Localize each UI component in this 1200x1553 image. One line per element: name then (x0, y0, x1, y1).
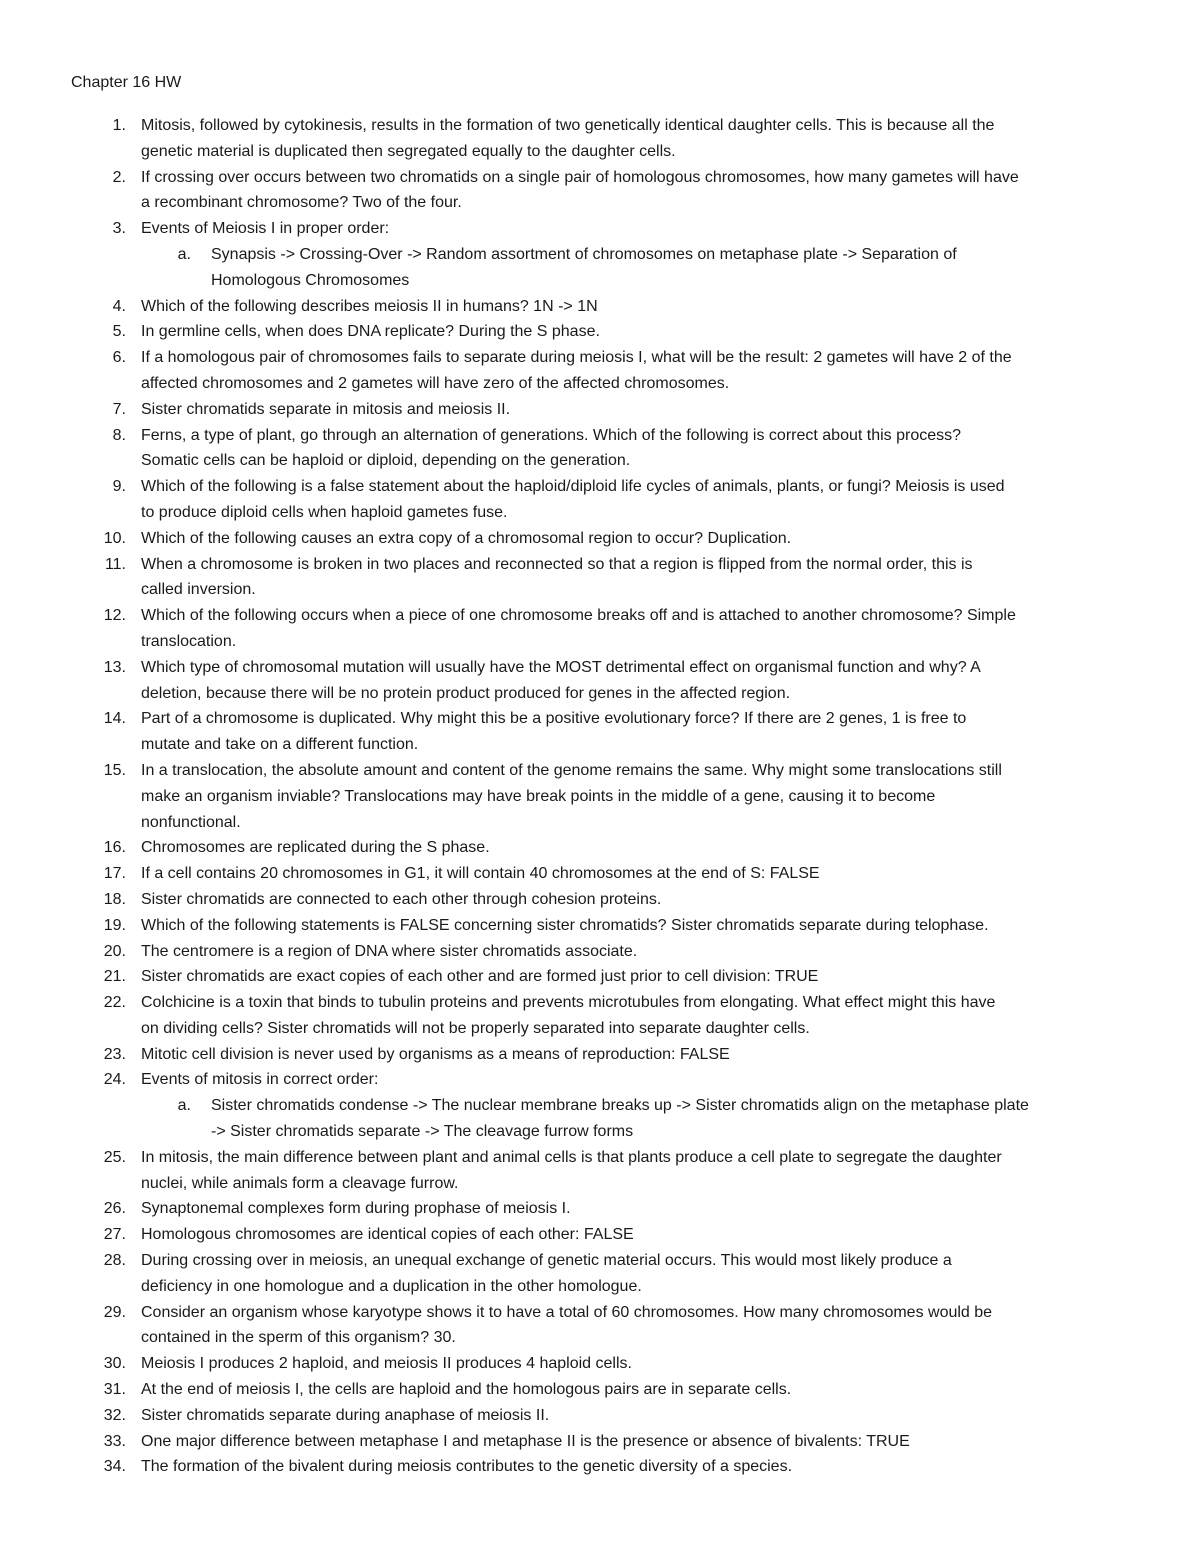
item-number: 1. (112, 117, 126, 134)
item-number: 13. (103, 658, 126, 676)
item-number: 23. (103, 1045, 126, 1063)
list-item (0, 1377, 1200, 1403)
item-number: 22. (103, 994, 126, 1012)
item-text-line: If crossing over occurs between two chromatids on a single pair of homologous chromosomes, how many gametes will have (141, 168, 1019, 186)
item-text-line: Homologous chromosomes are identical copies of each other: FALSE (141, 1226, 634, 1244)
list-item (0, 552, 1200, 604)
item-text-line: affected chromosomes and 2 gametes will have zero of the affected chromosomes. (141, 374, 730, 392)
list-item (0, 939, 1200, 965)
list-item (0, 655, 1200, 707)
item-number: 29. (103, 1303, 126, 1321)
item-text-line: Events of mitosis in correct order: (141, 1071, 379, 1089)
list-item (0, 474, 1200, 526)
item-number: 8. (112, 426, 126, 444)
list-item (0, 423, 1200, 475)
list-item (0, 835, 1200, 861)
item-text-line: Synaptonemal complexes form during prophase of meiosis I. (141, 1200, 571, 1218)
item-text-line: Which of the following causes an extra copy of a chromosomal region to occur? Duplication. (141, 529, 792, 547)
item-text-line: During crossing over in meiosis, an unequal exchange of genetic material occurs. This would most likely produce a (141, 1252, 952, 1270)
item-number: 10. (103, 529, 126, 547)
list-item (0, 1248, 1200, 1300)
item-number: 18. (103, 890, 126, 908)
list-item (0, 345, 1200, 397)
item-text-line: Mitotic cell division is never used by organisms as a means of reproduction: FALSE (141, 1045, 730, 1063)
item-number: 28. (103, 1252, 126, 1270)
item-text-line: Sister chromatids are connected to each other through cohesion proteins. (141, 890, 662, 908)
list-item (0, 1196, 1200, 1222)
item-text-line: Events of Meiosis I in proper order: (141, 220, 390, 238)
item-number: 16. (103, 839, 126, 857)
item-number: 24. (103, 1071, 126, 1089)
item-number: 20. (103, 942, 126, 960)
item-number: 27. (103, 1226, 126, 1244)
item-text-line: on dividing cells? Sister chromatids will not be properly separated into separate daughter cells. (141, 1019, 810, 1037)
list-item (0, 113, 1200, 165)
item-text-line: translocation. (141, 632, 237, 650)
item-text-line: The centromere is a region of DNA where sister chromatids associate. (141, 942, 638, 960)
item-text-line: In mitosis, the main difference between plant and animal cells is that plants produce a cell plate to segregate the daughter (141, 1148, 1002, 1166)
item-number: 33. (103, 1432, 126, 1450)
item-text-line: Somatic cells can be haploid or diploid, depending on the generation. (141, 452, 631, 470)
item-number: 11. (104, 555, 126, 573)
item-number: 7. (112, 400, 126, 418)
question-list (0, 113, 1200, 1480)
item-text-line: In germline cells, when does DNA replicate? During the S phase. (141, 323, 600, 341)
item-number: 31. (103, 1381, 126, 1399)
item-text-line: Part of a chromosome is duplicated. Why might this be a positive evolutionary force? If there are 2 genes, 1 is free to (141, 710, 967, 728)
item-text-line: contained in the sperm of this organism? 30. (141, 1329, 456, 1347)
list-item (0, 1067, 1200, 1093)
item-number: 9. (112, 478, 126, 496)
document-title: Chapter 16 HW (71, 74, 182, 91)
item-number: 4. (112, 297, 126, 315)
list-item (0, 887, 1200, 913)
item-text-line: If a homologous pair of chromosomes fails to separate during meiosis I, what will be the result: 2 gametes will have 2 of the (141, 349, 1012, 367)
list-item (0, 1454, 1200, 1480)
list-item (0, 1351, 1200, 1377)
item-number: 19. (103, 916, 126, 934)
item-text-line: Which type of chromosomal mutation will usually have the MOST detrimental effect on organismal function and why? A (141, 658, 981, 676)
list-item (0, 1145, 1200, 1197)
list-item (0, 526, 1200, 552)
item-text-line: mutate and take on a different function. (141, 736, 419, 754)
item-number: 26. (103, 1200, 126, 1218)
item-text-line: Chromosomes are replicated during the S phase. (141, 839, 490, 857)
list-item (0, 1042, 1200, 1068)
list-item (0, 319, 1200, 345)
list-item (0, 165, 1200, 217)
item-text-line: If a cell contains 20 chromosomes in G1, it will contain 40 chromosomes at the end of S: FALSE (141, 865, 820, 883)
item-text-line: When a chromosome is broken in two places and reconnected so that a region is flipped from the normal order, this is (141, 555, 973, 573)
list-item (0, 1300, 1200, 1352)
list-item (0, 1222, 1200, 1248)
item-number: 17. (103, 865, 126, 883)
item-text-line: Sister chromatids separate during anaphase of meiosis II. (141, 1406, 550, 1424)
sub-item-text-line: -> Sister chromatids separate -> The cleavage furrow forms (211, 1123, 634, 1141)
item-text-line: Which of the following describes meiosis II in humans? 1N -> 1N (141, 297, 598, 315)
sub-item-text-line: Synapsis -> Crossing-Over -> Random assortment of chromosomes on metaphase plate -> Separation of (211, 245, 957, 263)
list-item (0, 758, 1200, 835)
item-number: 34. (103, 1458, 126, 1476)
item-text-line: At the end of meiosis I, the cells are haploid and the homologous pairs are in separate cells. (141, 1381, 792, 1399)
item-number: 30. (103, 1355, 126, 1373)
sub-list-item (0, 242, 1200, 294)
sub-item-letter: a. (177, 1097, 191, 1115)
item-number: 32. (103, 1406, 126, 1424)
list-item (0, 706, 1200, 758)
sub-item-text-line: Sister chromatids condense -> The nuclear membrane breaks up -> Sister chromatids align on the metaphase plate (211, 1097, 1029, 1115)
item-text-line: In a translocation, the absolute amount and content of the genome remains the same. Why might some translocations still (141, 761, 1002, 779)
item-number: 14. (103, 710, 126, 728)
item-text-line: make an organism inviable? Translocations may have break points in the middle of a gene, causing it to become (141, 787, 936, 805)
item-text-line: genetic material is duplicated then segregated equally to the daughter cells. (141, 142, 676, 160)
item-text-line: Which of the following is a false statement about the haploid/diploid life cycles of animals, plants, or fungi? Meiosis is used (141, 478, 1005, 496)
item-text-line: Which of the following statements is FALSE concerning sister chromatids? Sister chromatids separate during telophase. (141, 916, 989, 934)
sub-list-item (0, 1093, 1200, 1145)
item-number: 6. (112, 349, 126, 367)
list-item (0, 913, 1200, 939)
list-item (0, 216, 1200, 242)
item-number: 25. (103, 1148, 126, 1166)
list-item (0, 294, 1200, 320)
list-item (0, 603, 1200, 655)
item-text-line: called inversion. (141, 581, 256, 599)
item-text-line: Meiosis I produces 2 haploid, and meiosis II produces 4 haploid cells. (141, 1355, 632, 1373)
item-text-line: The formation of the bivalent during meiosis contributes to the genetic diversity of a species. (141, 1458, 793, 1476)
item-number: 12. (103, 607, 126, 625)
item-text-line: Sister chromatids are exact copies of each other and are formed just prior to cell division: TRUE (141, 968, 819, 986)
item-text-line: Mitosis, followed by cytokinesis, results in the formation of two genetically identical daughter cells. This is because all the (141, 117, 995, 134)
sub-item-letter: a. (177, 245, 191, 263)
item-text-line: Consider an organism whose karyotype shows it to have a total of 60 chromosomes. How many chromosomes would be (141, 1303, 993, 1321)
item-number: 2. (112, 168, 126, 186)
item-number: 5. (112, 323, 126, 341)
sub-item-text-line: Homologous Chromosomes (211, 271, 410, 289)
item-number: 3. (112, 220, 126, 238)
list-item (0, 397, 1200, 423)
item-text-line: Colchicine is a toxin that binds to tubulin proteins and prevents microtubules from elongating. What effect might this have (141, 994, 996, 1012)
list-item (0, 1403, 1200, 1429)
list-item (0, 964, 1200, 990)
item-text-line: to produce diploid cells when haploid gametes fuse. (141, 503, 508, 521)
item-number: 15. (103, 761, 126, 779)
item-text-line: Ferns, a type of plant, go through an alternation of generations. Which of the following is correct about this process? (141, 426, 962, 444)
item-number: 21. (103, 968, 126, 986)
item-text-line: Which of the following occurs when a piece of one chromosome breaks off and is attached to another chromosome? Simple (141, 607, 1016, 625)
item-text-line: deficiency in one homologue and a duplication in the other homologue. (141, 1277, 642, 1295)
item-text-line: nuclei, while animals form a cleavage furrow. (141, 1174, 459, 1192)
item-text-line: deletion, because there will be no protein product produced for genes in the affected region. (141, 684, 791, 702)
item-text-line: a recombinant chromosome? Two of the four. (141, 194, 462, 212)
list-item (0, 1429, 1200, 1455)
item-text-line: Sister chromatids separate in mitosis and meiosis II. (141, 400, 511, 418)
item-text-line: nonfunctional. (141, 813, 241, 831)
item-text-line: One major difference between metaphase I and metaphase II is the presence or absence of bivalents: TRUE (141, 1432, 910, 1450)
list-item (0, 990, 1200, 1042)
list-item (0, 861, 1200, 887)
